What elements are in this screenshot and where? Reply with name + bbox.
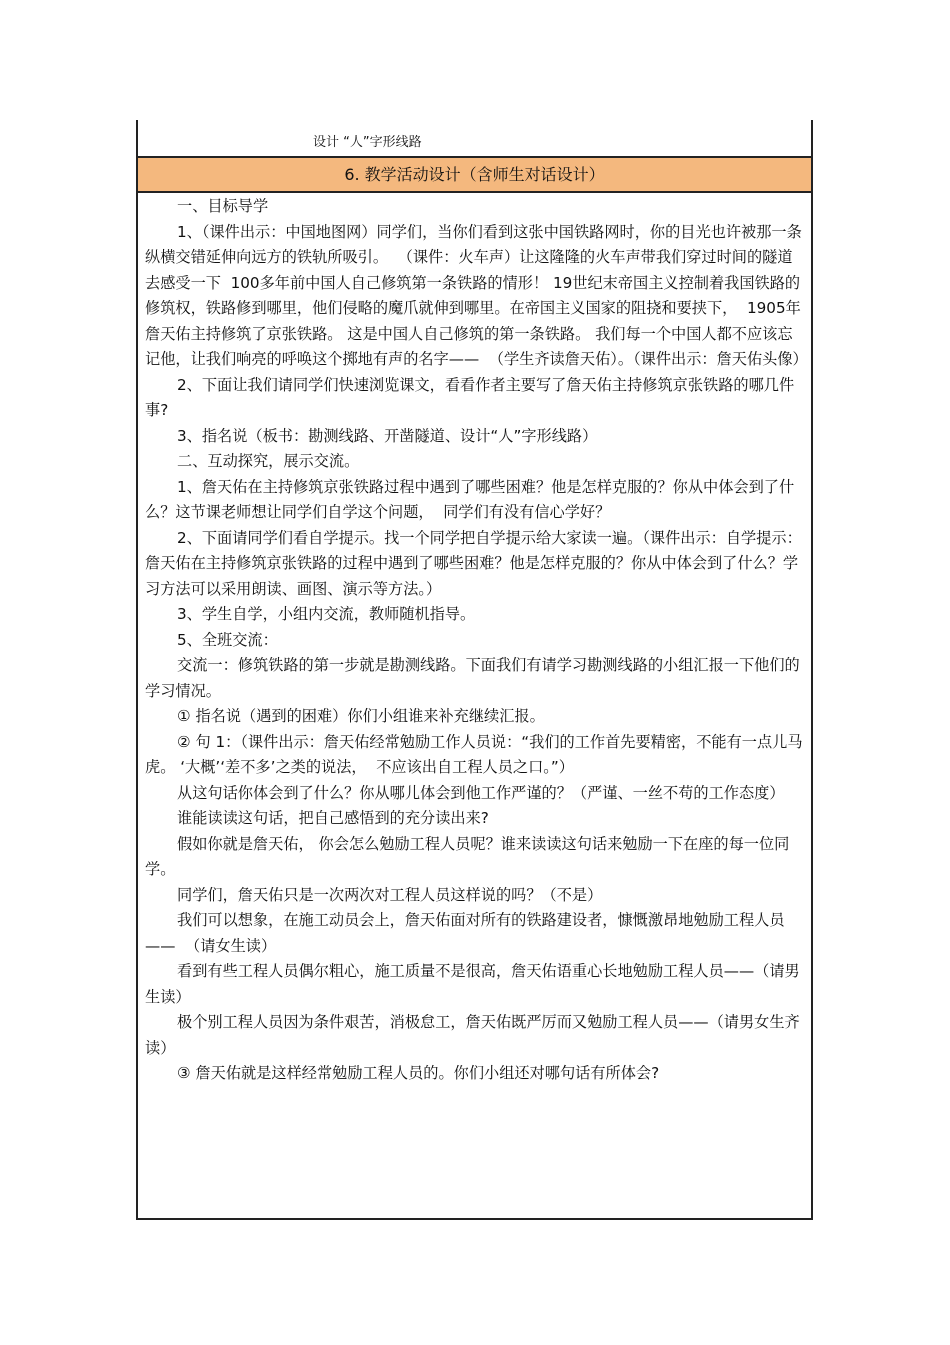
paragraph: ① 指名说（遇到的困难）你们小组谁来补充继续汇报。 [177, 707, 545, 725]
paragraph: 同学们，詹天佑只是一次两次对工程人员这样说的吗？（不是） [177, 885, 603, 904]
paragraph: 极个别工程人员因为条件艰苦，消极怠工，詹天佑既严厉而又勉励工程人员——（请男女生齐读） [145, 1013, 800, 1057]
paragraph: ② 句 1：（课件出示：詹天佑经常勉励工作人员说：“我们的工作首先要精密，不能有一点儿马虎。 ‘大概’‘差不多’之类的说法， 不应该出自工程人员之口。”） [145, 732, 803, 776]
paragraph: 2、下面让我们请同学们快速浏览课文，看看作者主要写了詹天佑主持修筑京张铁路的哪几件事? [145, 375, 795, 419]
lesson-content [145, 194, 808, 1087]
paragraph: 我们可以想象，在施工动员会上，詹天佑面对所有的铁路建设者，慷慨激昂地勉励工程人员—— （请女生读） [145, 911, 785, 955]
section-title: 6. 教学活动设计（含师生对话设计） [344, 165, 605, 184]
table-row-previous [138, 120, 811, 158]
paragraph: 1、（课件出示：中国地图网）同学们，当你们看到这张中国铁路网时，你的目光也许被那一条纵横交错延伸向远方的铁轨所吸引。 （课件：火车声）让这隆隆的火车声带我们穿过时间的隧道去感受一下 100多年前中国人自己修筑第一条铁路的情形！ 19世纪末帝国主义控制着我国铁路的修筑权，铁路修到哪里，他们侵略的魔爪就伸到哪里。在帝国主义国家的阻挠和要挟下， 1905年詹天佑主持修筑了京张铁路。 这是中国人自己修筑的第一条铁路。 我们每一个中国人都不应该忘记他，让我们响亮的呼唤这个掷地有声的名字—— （学生齐读詹天佑）。（课件出示：詹天佑头像） [145, 222, 808, 368]
paragraph: 从这句话你体会到了什么？你从哪儿体会到他工作严谨的？（严谨、一丝不苟的工作态度） [177, 783, 785, 802]
paragraph: 看到有些工程人员偶尔粗心，施工质量不是很高，詹天佑语重心长地勉励工程人员——（请男生读） [145, 962, 800, 1006]
paragraph: 假如你就是詹天佑， 你会怎么勉励工程人员呢？谁来读读这句话来勉励一下在座的每一位同学。 [145, 834, 790, 878]
paragraph: 交流一：修筑铁路的第一步就是勘测线路。下面我们有请学习勘测线路的小组汇报一下他们的学习情况。 [145, 656, 800, 700]
paragraph: 2、下面请同学们看自学提示。找一个同学把自学提示给大家读一遍。（课件出示：自学提示：詹天佑在主持修筑京张铁路的过程中遇到了哪些困难？他是怎样克服的？你从中体会到了什么？学习方法可以采用朗读、画图、演示等方法。） [145, 528, 802, 598]
paragraph: ③ 詹天佑就是这样经常勉励工程人员的。你们小组还对哪句话有所体会? [177, 1064, 660, 1082]
section-header [138, 158, 811, 193]
paragraph: 一、目标导学 [177, 197, 269, 215]
paragraph: 3、指名说（板书：勘测线路、开凿隧道、设计“人”字形线路） [177, 426, 598, 445]
paragraph: 5、全班交流： [177, 630, 278, 649]
document-table [136, 120, 813, 1220]
paragraph: 二、互动探究，展示交流。 [177, 452, 360, 470]
paragraph: 谁能读读这句话，把自己感悟到的充分读出来? [177, 809, 489, 827]
paragraph: 3、学生自学，小组内交流，教师随机指导。 [177, 605, 476, 623]
previous-row-text: 设计 “人”字形线路 [313, 135, 422, 150]
paragraph: 1、詹天佑在主持修筑京张铁路过程中遇到了哪些困难？他是怎样克服的？你从中体会到了什么？这节课老师想让同学们自学这个问题， 同学们有没有信心学好？ [145, 477, 795, 521]
